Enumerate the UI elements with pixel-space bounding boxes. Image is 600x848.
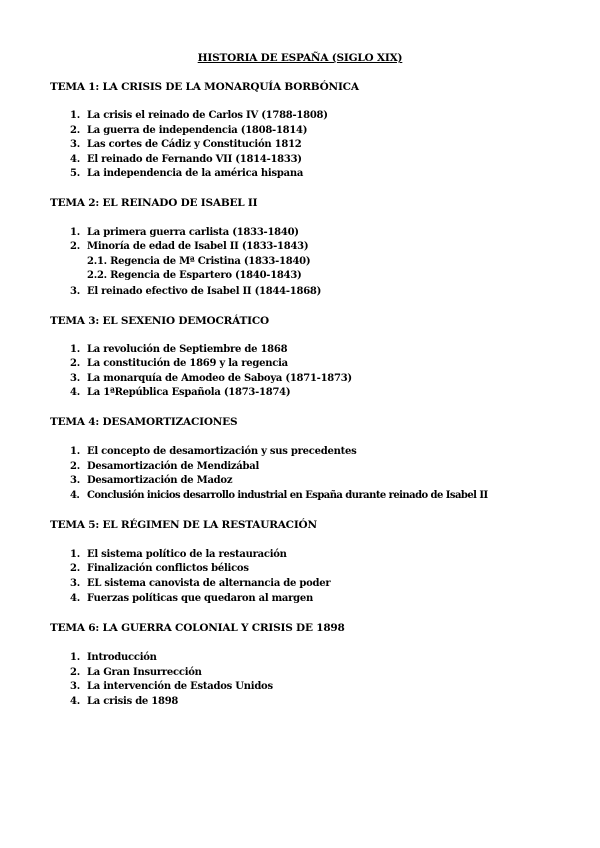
item-text: La constitución de 1869 y la regencia (87, 358, 288, 369)
list-item (70, 578, 330, 589)
item-number: 2. (70, 461, 80, 472)
item-text: La intervención de Estados Unidos (87, 681, 273, 692)
list-item (70, 358, 288, 369)
tema-heading: TEMA 4: DESAMORTIZACIONES (50, 416, 238, 428)
list-item (70, 227, 299, 238)
list-item (70, 168, 303, 179)
item-number: 3. (70, 475, 80, 486)
list-item (70, 387, 290, 398)
item-number: 4. (70, 154, 80, 165)
item-text: El sistema político de la restauración (87, 549, 287, 560)
item-number: 2. (70, 563, 80, 574)
item-number: 2. (70, 241, 80, 252)
list-item (70, 563, 249, 574)
item-text: Introducción (87, 652, 157, 663)
item-text: Desamortización de Mendizábal (87, 461, 260, 472)
item-number: 2. (70, 358, 80, 369)
item-number: 3. (70, 578, 80, 589)
item-number: 3. (70, 681, 80, 692)
list-item (70, 475, 232, 486)
item-number: 1. (70, 446, 80, 457)
item-number: 4. (70, 696, 80, 707)
list-item (70, 490, 488, 501)
item-number: 1. (70, 344, 80, 355)
item-text: Minoría de edad de Isabel II (1833-1843) (87, 241, 309, 252)
item-number: 2. (70, 667, 80, 678)
item-number: 1. (70, 110, 80, 121)
item-text: La monarquía de Amodeo de Saboya (1871-1873) (87, 373, 352, 384)
item-number: 3. (70, 286, 80, 297)
item-text: La guerra de independencia (1808-1814) (87, 125, 308, 136)
item-text: La 1ªRepública Española (1873-1874) (87, 387, 291, 398)
tema-heading: TEMA 6: LA GUERRA COLONIAL Y CRISIS DE 1898 (50, 622, 345, 634)
sub-list-item (87, 270, 302, 281)
tema-heading: TEMA 3: EL SEXENIO DEMOCRÁTICO (50, 315, 269, 327)
item-text: La primera guerra carlista (1833-1840) (87, 227, 299, 238)
item-text: 2.1. Regencia de Mª Cristina (1833-1840) (87, 256, 311, 267)
item-text: Finalización conflictos bélicos (87, 563, 249, 574)
item-text: La revolución de Septiembre de 1868 (87, 344, 288, 355)
list-item (70, 154, 302, 165)
tema-heading: TEMA 1: LA CRISIS DE LA MONARQUÍA BORBÓNICA (50, 81, 359, 93)
item-text: La independencia de la américa hispana (87, 168, 304, 179)
item-number: 5. (70, 168, 80, 179)
list-item (70, 241, 308, 252)
list-item (70, 549, 287, 560)
item-text: La crisis de 1898 (87, 696, 179, 707)
item-text: 2.2. Regencia de Espartero (1840-1843) (87, 270, 302, 281)
list-item (70, 446, 356, 457)
list-item (70, 373, 352, 384)
item-text: EL sistema canovista de alternancia de poder (87, 578, 331, 589)
item-text: La Gran Insurrección (87, 667, 202, 678)
item-number: 4. (70, 387, 80, 398)
item-text: La crisis el reinado de Carlos IV (1788-1808) (87, 110, 328, 121)
item-number: 1. (70, 652, 80, 663)
item-number: 1. (70, 549, 80, 560)
sub-list-item (87, 256, 310, 267)
list-item (70, 652, 157, 663)
list-item (70, 593, 313, 604)
item-text: Conclusión inicios desarrollo industrial en España durante reinado de Isabel II (87, 490, 488, 501)
item-text: Desamortización de Madoz (87, 475, 233, 486)
item-number: 2. (70, 125, 80, 136)
list-item (70, 286, 321, 297)
list-item (70, 344, 287, 355)
list-item (70, 461, 259, 472)
item-number: 4. (70, 593, 80, 604)
item-text: Fuerzas políticas que quedaron al margen (87, 593, 314, 604)
list-item (70, 667, 202, 678)
item-text: Las cortes de Cádiz y Constitución 1812 (87, 139, 302, 150)
item-number: 3. (70, 139, 80, 150)
list-item (70, 110, 328, 121)
item-text: El reinado de Fernando VII (1814-1833) (87, 154, 302, 165)
item-text: El reinado efectivo de Isabel II (1844-1868) (87, 286, 322, 297)
tema-heading: TEMA 5: EL RÉGIMEN DE LA RESTAURACIÓN (50, 519, 317, 531)
item-number: 4. (70, 490, 80, 501)
list-item (70, 125, 307, 136)
document-title: HISTORIA DE ESPAÑA (SIGLO XIX) (197, 52, 403, 64)
tema-heading: TEMA 2: EL REINADO DE ISABEL II (50, 197, 258, 209)
item-number: 1. (70, 227, 80, 238)
item-number: 3. (70, 373, 80, 384)
list-item (70, 696, 178, 707)
item-text: El concepto de desamortización y sus precedentes (87, 446, 357, 457)
list-item (70, 681, 273, 692)
list-item (70, 139, 302, 150)
